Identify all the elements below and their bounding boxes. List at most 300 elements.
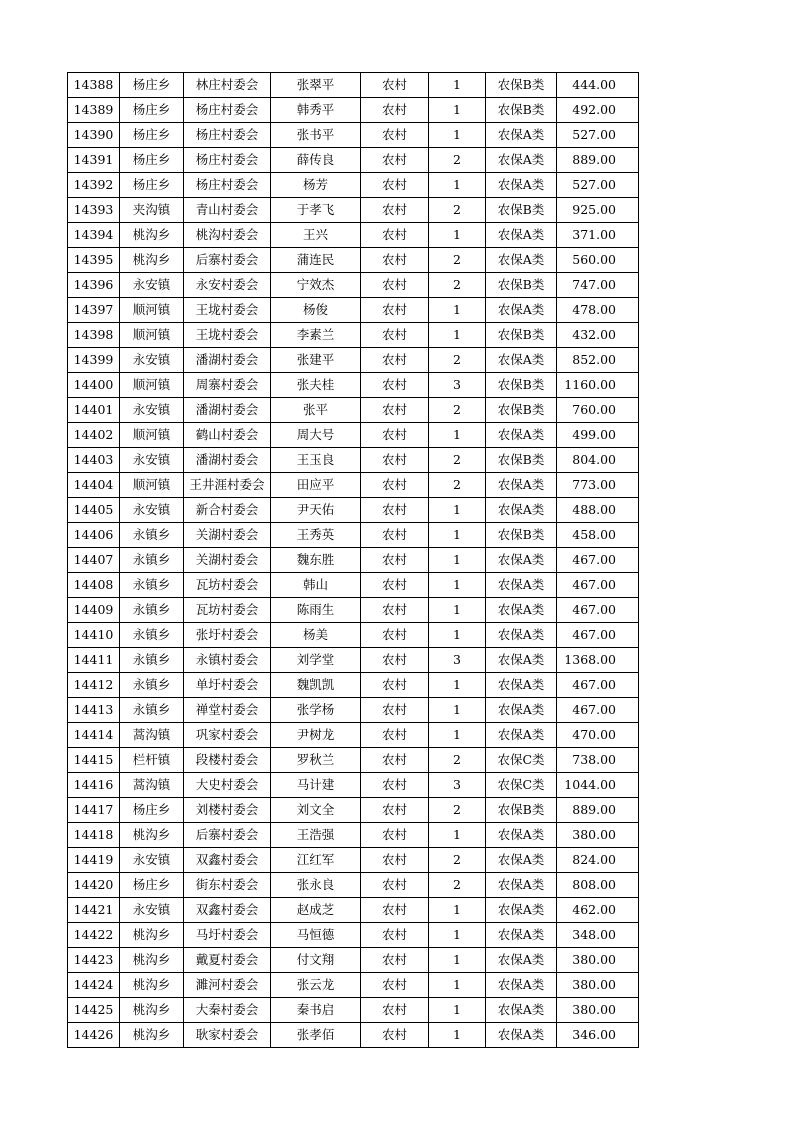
- household-count-cell: 2: [429, 473, 486, 498]
- amount-cell: 925.00: [557, 198, 639, 223]
- household-count-cell: 1: [429, 623, 486, 648]
- amount-cell: 371.00: [557, 223, 639, 248]
- table-row: [68, 923, 639, 948]
- insurance-category-cell: 农保B类: [486, 273, 557, 298]
- village-committee-cell: 刘楼村委会: [184, 798, 271, 823]
- township-cell: 永镇乡: [120, 598, 184, 623]
- township-cell: 桃沟乡: [120, 823, 184, 848]
- name-cell: 张建平: [271, 348, 361, 373]
- insurance-category-cell: 农保B类: [486, 98, 557, 123]
- village-committee-cell: 段楼村委会: [184, 748, 271, 773]
- table-row: [68, 548, 639, 573]
- household-count-cell: 3: [429, 648, 486, 673]
- area-type-cell: 农村: [361, 973, 429, 998]
- name-cell: 张永良: [271, 873, 361, 898]
- household-count-cell: 2: [429, 448, 486, 473]
- table-row: [68, 448, 639, 473]
- amount-cell: 348.00: [557, 923, 639, 948]
- household-count-cell: 2: [429, 148, 486, 173]
- record-id-cell: 14405: [68, 498, 120, 523]
- insurance-category-cell: 农保B类: [486, 398, 557, 423]
- table-row: [68, 948, 639, 973]
- township-cell: 杨庄乡: [120, 123, 184, 148]
- insurance-category-cell: 农保A类: [486, 723, 557, 748]
- area-type-cell: 农村: [361, 423, 429, 448]
- amount-cell: 560.00: [557, 248, 639, 273]
- insurance-category-cell: 农保A类: [486, 148, 557, 173]
- village-committee-cell: 周寨村委会: [184, 373, 271, 398]
- township-cell: 桃沟乡: [120, 223, 184, 248]
- village-committee-cell: 林庄村委会: [184, 73, 271, 98]
- table-row: [68, 473, 639, 498]
- household-count-cell: 1: [429, 123, 486, 148]
- area-type-cell: 农村: [361, 98, 429, 123]
- record-id-cell: 14393: [68, 198, 120, 223]
- village-committee-cell: 杨庄村委会: [184, 148, 271, 173]
- insurance-category-cell: 农保C类: [486, 773, 557, 798]
- household-count-cell: 1: [429, 98, 486, 123]
- insurance-category-cell: 农保A类: [486, 948, 557, 973]
- household-count-cell: 1: [429, 423, 486, 448]
- amount-cell: 773.00: [557, 473, 639, 498]
- area-type-cell: 农村: [361, 448, 429, 473]
- record-id-cell: 14403: [68, 448, 120, 473]
- area-type-cell: 农村: [361, 573, 429, 598]
- name-cell: 赵成芝: [271, 898, 361, 923]
- area-type-cell: 农村: [361, 73, 429, 98]
- village-committee-cell: 大史村委会: [184, 773, 271, 798]
- village-committee-cell: 马圩村委会: [184, 923, 271, 948]
- household-count-cell: 1: [429, 1023, 486, 1048]
- village-committee-cell: 张圩村委会: [184, 623, 271, 648]
- amount-cell: 889.00: [557, 148, 639, 173]
- insurance-category-cell: 农保B类: [486, 448, 557, 473]
- name-cell: 张翠平: [271, 73, 361, 98]
- table-row: [68, 598, 639, 623]
- household-count-cell: 1: [429, 548, 486, 573]
- name-cell: 魏东胜: [271, 548, 361, 573]
- name-cell: 张孝佰: [271, 1023, 361, 1048]
- insurance-category-cell: 农保B类: [486, 198, 557, 223]
- township-cell: 永安镇: [120, 848, 184, 873]
- area-type-cell: 农村: [361, 148, 429, 173]
- village-committee-cell: 禅堂村委会: [184, 698, 271, 723]
- name-cell: 张学杨: [271, 698, 361, 723]
- household-count-cell: 1: [429, 973, 486, 998]
- record-id-cell: 14390: [68, 123, 120, 148]
- amount-cell: 824.00: [557, 848, 639, 873]
- table-row: [68, 498, 639, 523]
- insurance-category-cell: 农保A类: [486, 1023, 557, 1048]
- record-id-cell: 14418: [68, 823, 120, 848]
- household-count-cell: 1: [429, 823, 486, 848]
- table-row: [68, 698, 639, 723]
- township-cell: 桃沟乡: [120, 973, 184, 998]
- township-cell: 杨庄乡: [120, 873, 184, 898]
- record-id-cell: 14402: [68, 423, 120, 448]
- record-id-cell: 14426: [68, 1023, 120, 1048]
- name-cell: 王兴: [271, 223, 361, 248]
- household-count-cell: 2: [429, 748, 486, 773]
- insurance-category-cell: 农保A类: [486, 623, 557, 648]
- amount-cell: 444.00: [557, 73, 639, 98]
- amount-cell: 467.00: [557, 623, 639, 648]
- table-row: [68, 748, 639, 773]
- amount-cell: 808.00: [557, 873, 639, 898]
- village-committee-cell: 永镇村委会: [184, 648, 271, 673]
- area-type-cell: 农村: [361, 323, 429, 348]
- township-cell: 桃沟乡: [120, 1023, 184, 1048]
- amount-cell: 478.00: [557, 298, 639, 323]
- name-cell: 李素兰: [271, 323, 361, 348]
- amount-cell: 804.00: [557, 448, 639, 473]
- amount-cell: 852.00: [557, 348, 639, 373]
- name-cell: 魏凯凯: [271, 673, 361, 698]
- insurance-category-cell: 农保A类: [486, 973, 557, 998]
- table-row: [68, 298, 639, 323]
- insurance-category-cell: 农保A类: [486, 223, 557, 248]
- amount-cell: 889.00: [557, 798, 639, 823]
- amount-cell: 470.00: [557, 723, 639, 748]
- household-count-cell: 2: [429, 398, 486, 423]
- amount-cell: 527.00: [557, 173, 639, 198]
- household-count-cell: 3: [429, 773, 486, 798]
- amount-cell: 467.00: [557, 573, 639, 598]
- township-cell: 杨庄乡: [120, 173, 184, 198]
- amount-cell: 738.00: [557, 748, 639, 773]
- name-cell: 秦书启: [271, 998, 361, 1023]
- table-row: [68, 1023, 639, 1048]
- insurance-category-cell: 农保A类: [486, 548, 557, 573]
- township-cell: 桃沟乡: [120, 948, 184, 973]
- name-cell: 尹天佑: [271, 498, 361, 523]
- village-committee-cell: 潘湖村委会: [184, 448, 271, 473]
- area-type-cell: 农村: [361, 498, 429, 523]
- township-cell: 顺河镇: [120, 323, 184, 348]
- table-row: [68, 348, 639, 373]
- village-committee-cell: 单圩村委会: [184, 673, 271, 698]
- household-count-cell: 1: [429, 998, 486, 1023]
- village-committee-cell: 王垅村委会: [184, 323, 271, 348]
- area-type-cell: 农村: [361, 473, 429, 498]
- insurance-category-cell: 农保A类: [486, 923, 557, 948]
- table-row: [68, 848, 639, 873]
- area-type-cell: 农村: [361, 373, 429, 398]
- household-count-cell: 1: [429, 598, 486, 623]
- record-id-cell: 14422: [68, 923, 120, 948]
- name-cell: 蒲连民: [271, 248, 361, 273]
- township-cell: 栏杆镇: [120, 748, 184, 773]
- household-count-cell: 1: [429, 223, 486, 248]
- table-row: [68, 873, 639, 898]
- area-type-cell: 农村: [361, 623, 429, 648]
- household-count-cell: 1: [429, 523, 486, 548]
- household-count-cell: 2: [429, 848, 486, 873]
- village-committee-cell: 街东村委会: [184, 873, 271, 898]
- township-cell: 永安镇: [120, 273, 184, 298]
- township-cell: 永镇乡: [120, 573, 184, 598]
- village-committee-cell: 潘湖村委会: [184, 348, 271, 373]
- table-row: [68, 998, 639, 1023]
- record-id-cell: 14411: [68, 648, 120, 673]
- name-cell: 王玉良: [271, 448, 361, 473]
- name-cell: 刘文全: [271, 798, 361, 823]
- amount-cell: 458.00: [557, 523, 639, 548]
- record-id-cell: 14410: [68, 623, 120, 648]
- township-cell: 顺河镇: [120, 298, 184, 323]
- insurance-category-cell: 农保A类: [486, 573, 557, 598]
- record-id-cell: 14391: [68, 148, 120, 173]
- records-body: [68, 73, 639, 1048]
- household-count-cell: 1: [429, 898, 486, 923]
- table-row: [68, 248, 639, 273]
- record-id-cell: 14424: [68, 973, 120, 998]
- village-committee-cell: 杨庄村委会: [184, 173, 271, 198]
- household-count-cell: 2: [429, 798, 486, 823]
- amount-cell: 747.00: [557, 273, 639, 298]
- amount-cell: 488.00: [557, 498, 639, 523]
- township-cell: 永镇乡: [120, 623, 184, 648]
- name-cell: 张书平: [271, 123, 361, 148]
- township-cell: 永镇乡: [120, 673, 184, 698]
- area-type-cell: 农村: [361, 273, 429, 298]
- village-committee-cell: 新合村委会: [184, 498, 271, 523]
- insurance-category-cell: 农保C类: [486, 748, 557, 773]
- household-count-cell: 1: [429, 673, 486, 698]
- village-committee-cell: 关湖村委会: [184, 548, 271, 573]
- amount-cell: 492.00: [557, 98, 639, 123]
- table-row: [68, 198, 639, 223]
- village-committee-cell: 桃沟村委会: [184, 223, 271, 248]
- amount-cell: 380.00: [557, 998, 639, 1023]
- record-id-cell: 14408: [68, 573, 120, 598]
- amount-cell: 432.00: [557, 323, 639, 348]
- name-cell: 马恒德: [271, 923, 361, 948]
- household-count-cell: 1: [429, 723, 486, 748]
- village-committee-cell: 巩家村委会: [184, 723, 271, 748]
- village-committee-cell: 戴夏村委会: [184, 948, 271, 973]
- village-committee-cell: 王垅村委会: [184, 298, 271, 323]
- area-type-cell: 农村: [361, 673, 429, 698]
- amount-cell: 1044.00: [557, 773, 639, 798]
- record-id-cell: 14404: [68, 473, 120, 498]
- household-count-cell: 1: [429, 323, 486, 348]
- insurance-category-cell: 农保B类: [486, 798, 557, 823]
- name-cell: 刘学堂: [271, 648, 361, 673]
- records-table: [67, 72, 639, 1048]
- table-row: [68, 373, 639, 398]
- table-row: [68, 273, 639, 298]
- area-type-cell: 农村: [361, 923, 429, 948]
- insurance-category-cell: 农保A类: [486, 873, 557, 898]
- record-id-cell: 14425: [68, 998, 120, 1023]
- village-committee-cell: 后寨村委会: [184, 823, 271, 848]
- record-id-cell: 14419: [68, 848, 120, 873]
- township-cell: 顺河镇: [120, 423, 184, 448]
- amount-cell: 380.00: [557, 948, 639, 973]
- area-type-cell: 农村: [361, 898, 429, 923]
- name-cell: 尹树龙: [271, 723, 361, 748]
- table-row: [68, 323, 639, 348]
- area-type-cell: 农村: [361, 223, 429, 248]
- insurance-category-cell: 农保A类: [486, 673, 557, 698]
- area-type-cell: 农村: [361, 748, 429, 773]
- record-id-cell: 14396: [68, 273, 120, 298]
- table-row: [68, 148, 639, 173]
- record-id-cell: 14394: [68, 223, 120, 248]
- insurance-category-cell: 农保A类: [486, 823, 557, 848]
- household-count-cell: 2: [429, 198, 486, 223]
- area-type-cell: 农村: [361, 873, 429, 898]
- insurance-category-cell: 农保B类: [486, 323, 557, 348]
- township-cell: 蒿沟镇: [120, 773, 184, 798]
- area-type-cell: 农村: [361, 248, 429, 273]
- name-cell: 张云龙: [271, 973, 361, 998]
- amount-cell: 527.00: [557, 123, 639, 148]
- area-type-cell: 农村: [361, 798, 429, 823]
- insurance-category-cell: 农保B类: [486, 73, 557, 98]
- village-committee-cell: 瓦坊村委会: [184, 573, 271, 598]
- household-count-cell: 1: [429, 73, 486, 98]
- amount-cell: 467.00: [557, 698, 639, 723]
- record-id-cell: 14417: [68, 798, 120, 823]
- record-id-cell: 14392: [68, 173, 120, 198]
- area-type-cell: 农村: [361, 998, 429, 1023]
- household-count-cell: 2: [429, 273, 486, 298]
- area-type-cell: 农村: [361, 723, 429, 748]
- table-row: [68, 423, 639, 448]
- table-row: [68, 173, 639, 198]
- insurance-category-cell: 农保A类: [486, 123, 557, 148]
- table-row: [68, 823, 639, 848]
- record-id-cell: 14389: [68, 98, 120, 123]
- record-id-cell: 14406: [68, 523, 120, 548]
- area-type-cell: 农村: [361, 948, 429, 973]
- township-cell: 杨庄乡: [120, 148, 184, 173]
- area-type-cell: 农村: [361, 298, 429, 323]
- area-type-cell: 农村: [361, 1023, 429, 1048]
- area-type-cell: 农村: [361, 198, 429, 223]
- township-cell: 永镇乡: [120, 548, 184, 573]
- name-cell: 张平: [271, 398, 361, 423]
- name-cell: 王秀英: [271, 523, 361, 548]
- area-type-cell: 农村: [361, 123, 429, 148]
- name-cell: 薛传良: [271, 148, 361, 173]
- record-id-cell: 14395: [68, 248, 120, 273]
- township-cell: 永安镇: [120, 348, 184, 373]
- township-cell: 永镇乡: [120, 698, 184, 723]
- township-cell: 永安镇: [120, 398, 184, 423]
- table-row: [68, 773, 639, 798]
- area-type-cell: 农村: [361, 823, 429, 848]
- village-committee-cell: 王井涯村委会: [184, 473, 271, 498]
- village-committee-cell: 双鑫村委会: [184, 898, 271, 923]
- area-type-cell: 农村: [361, 348, 429, 373]
- table-row: [68, 723, 639, 748]
- village-committee-cell: 后寨村委会: [184, 248, 271, 273]
- amount-cell: 1160.00: [557, 373, 639, 398]
- area-type-cell: 农村: [361, 848, 429, 873]
- township-cell: 桃沟乡: [120, 923, 184, 948]
- area-type-cell: 农村: [361, 548, 429, 573]
- area-type-cell: 农村: [361, 698, 429, 723]
- record-id-cell: 14423: [68, 948, 120, 973]
- record-id-cell: 14388: [68, 73, 120, 98]
- township-cell: 顺河镇: [120, 373, 184, 398]
- insurance-category-cell: 农保A类: [486, 423, 557, 448]
- amount-cell: 760.00: [557, 398, 639, 423]
- village-committee-cell: 关湖村委会: [184, 523, 271, 548]
- amount-cell: 1368.00: [557, 648, 639, 673]
- area-type-cell: 农村: [361, 398, 429, 423]
- township-cell: 永镇乡: [120, 523, 184, 548]
- record-id-cell: 14409: [68, 598, 120, 623]
- record-id-cell: 14421: [68, 898, 120, 923]
- amount-cell: 499.00: [557, 423, 639, 448]
- record-id-cell: 14420: [68, 873, 120, 898]
- table-row: [68, 623, 639, 648]
- household-count-cell: 1: [429, 173, 486, 198]
- name-cell: 付文翔: [271, 948, 361, 973]
- village-committee-cell: 耿家村委会: [184, 1023, 271, 1048]
- amount-cell: 467.00: [557, 548, 639, 573]
- insurance-category-cell: 农保A类: [486, 498, 557, 523]
- area-type-cell: 农村: [361, 523, 429, 548]
- table-row: [68, 798, 639, 823]
- record-id-cell: 14416: [68, 773, 120, 798]
- township-cell: 永安镇: [120, 898, 184, 923]
- name-cell: 杨美: [271, 623, 361, 648]
- name-cell: 田应平: [271, 473, 361, 498]
- township-cell: 杨庄乡: [120, 73, 184, 98]
- area-type-cell: 农村: [361, 648, 429, 673]
- record-id-cell: 14401: [68, 398, 120, 423]
- name-cell: 于孝飞: [271, 198, 361, 223]
- name-cell: 张夫桂: [271, 373, 361, 398]
- name-cell: 杨芳: [271, 173, 361, 198]
- township-cell: 夹沟镇: [120, 198, 184, 223]
- insurance-category-cell: 农保A类: [486, 298, 557, 323]
- township-cell: 桃沟乡: [120, 998, 184, 1023]
- household-count-cell: 3: [429, 373, 486, 398]
- village-committee-cell: 青山村委会: [184, 198, 271, 223]
- table-row: [68, 98, 639, 123]
- village-committee-cell: 濉河村委会: [184, 973, 271, 998]
- name-cell: 江红军: [271, 848, 361, 873]
- township-cell: 永镇乡: [120, 648, 184, 673]
- township-cell: 桃沟乡: [120, 248, 184, 273]
- household-count-cell: 1: [429, 923, 486, 948]
- amount-cell: 462.00: [557, 898, 639, 923]
- insurance-category-cell: 农保A类: [486, 998, 557, 1023]
- name-cell: 韩秀平: [271, 98, 361, 123]
- record-id-cell: 14398: [68, 323, 120, 348]
- table-row: [68, 398, 639, 423]
- table-row: [68, 523, 639, 548]
- township-cell: 杨庄乡: [120, 798, 184, 823]
- village-committee-cell: 潘湖村委会: [184, 398, 271, 423]
- township-cell: 永安镇: [120, 448, 184, 473]
- township-cell: 蒿沟镇: [120, 723, 184, 748]
- table-row: [68, 898, 639, 923]
- township-cell: 永安镇: [120, 498, 184, 523]
- amount-cell: 380.00: [557, 823, 639, 848]
- insurance-category-cell: 农保B类: [486, 373, 557, 398]
- insurance-category-cell: 农保A类: [486, 473, 557, 498]
- household-count-cell: 1: [429, 573, 486, 598]
- insurance-category-cell: 农保A类: [486, 848, 557, 873]
- name-cell: 陈雨生: [271, 598, 361, 623]
